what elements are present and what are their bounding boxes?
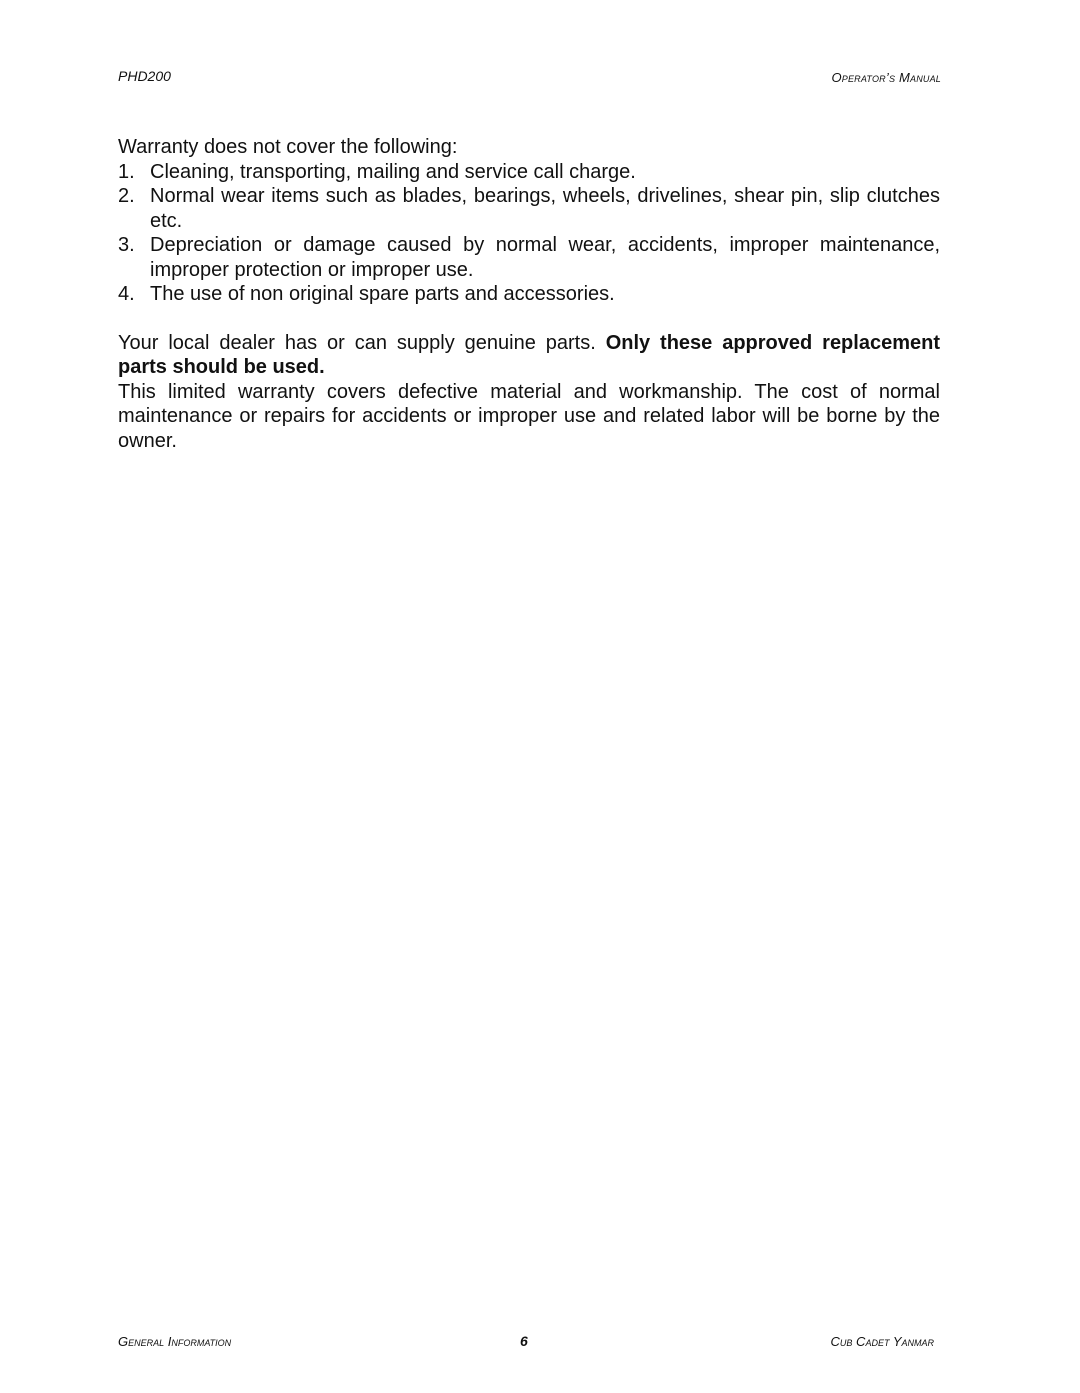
list-item [118, 282, 940, 307]
header-model: PHD200 [118, 68, 171, 84]
warranty-intro: Warranty does not cover the following: [118, 136, 458, 158]
list-item-number: 1. [118, 160, 135, 183]
exclusions-list [118, 160, 940, 307]
list-item-number: 2. [118, 185, 135, 207]
footer-section: General Information [118, 1334, 232, 1349]
list-item-text: The use of non original spare parts and accessories. [150, 283, 615, 305]
list-item-text: Cleaning, transporting, mailing and service call charge. [150, 160, 636, 183]
dealer-bold-notice: Only these approved replacement parts should be used. [118, 331, 940, 378]
header-manual-title: Operator’s Manual [831, 70, 941, 85]
list-item [118, 233, 940, 282]
footer-brand: Cub Cadet Yanmar [830, 1334, 934, 1349]
list-item-text: Depreciation or damage caused by normal wear, accidents, improper maintenance, improper protection or improper use. [150, 234, 940, 281]
dealer-text: Your local dealer has or can supply genuine parts. [118, 331, 596, 354]
list-item-number: 3. [118, 234, 135, 256]
limited-warranty-paragraph: This limited warranty covers defective material and workmanship. The cost of normal maintenance or repairs for accidents or improper use and related labor will be borne by the owner. [118, 380, 940, 452]
main-content [118, 135, 940, 453]
dealer-paragraph [118, 331, 940, 380]
list-item [118, 160, 940, 185]
list-item-text: Normal wear items such as blades, bearings, wheels, drivelines, shear pin, slip clutches etc. [150, 185, 940, 232]
footer-page-number: 6 [520, 1333, 528, 1349]
list-item-number: 4. [118, 283, 135, 305]
list-item [118, 184, 940, 233]
